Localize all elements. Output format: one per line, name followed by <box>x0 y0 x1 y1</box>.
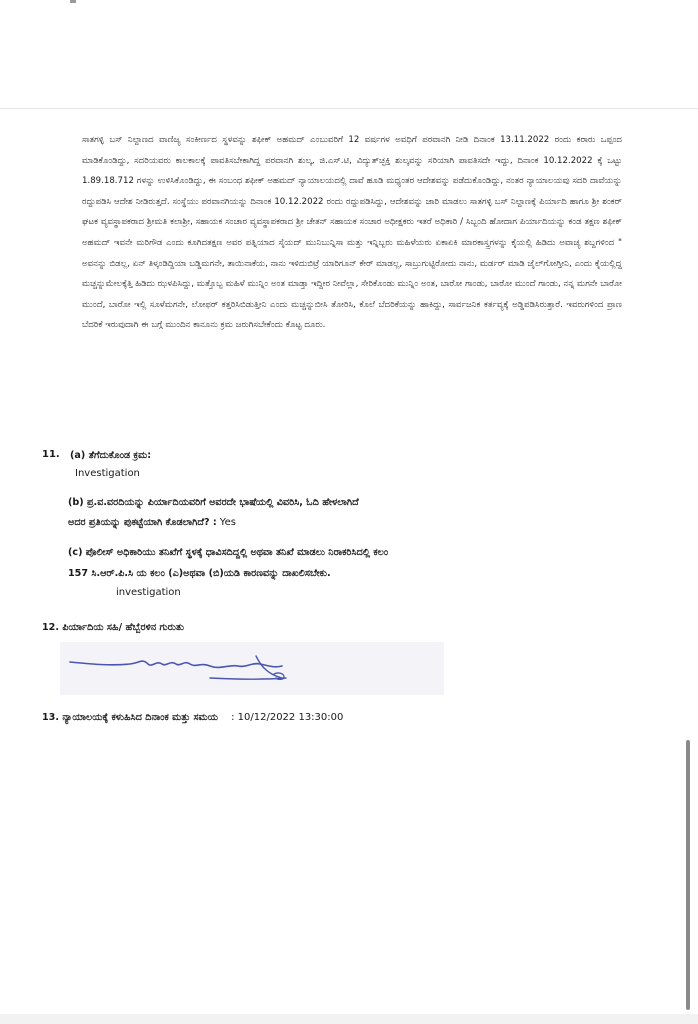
vertical-scrollbar[interactable] <box>686 740 690 1010</box>
section-11c-label-line2: 157 ಸಿ.ಆರ್.ಪಿ.ಸಿ ಯ ಕಲಂ (ಎ)ಅಥವಾ (ಬಿ)ಯಡಿ ಕಾರಣವನ್ನು ದಾಖಲಿಸಬೇಕು. <box>68 568 331 579</box>
section-13-label: 13. ನ್ಯಾಯಾಲಯಕ್ಕೆ ಕಳುಹಿಸಿದ ದಿನಾಂಕ ಮತ್ತು ಸಮಯ <box>42 712 219 723</box>
section-11-number: 11. <box>42 449 60 460</box>
section-12-label: 12. ಪಿರ್ಯಾದಿಯ ಸಹಿ/ ಹೆಬ್ಬೆರಳಿನ ಗುರುತು <box>42 622 184 633</box>
section-11a-label: (a) ತೆಗೆದುಕೊಂಡ ಕ್ರಮ: <box>70 450 152 461</box>
top-margin <box>0 0 698 109</box>
signature-area <box>60 642 444 695</box>
page-edge-mark <box>70 0 76 3</box>
section-11b-label-line2: ಅದರ ಪ್ರತಿಯನ್ನು ಪುಕಟ್ಟೆಯಾಗಿ ಕೊಡಲಾಗಿದೆ? : <box>68 517 217 528</box>
section-11a-value: Investigation <box>75 468 140 479</box>
section-13-value: : 10/12/2022 13:30:00 <box>231 712 344 723</box>
section-11b-value: Yes <box>219 517 236 528</box>
section-11b-line2 <box>68 516 236 530</box>
section-11c-label-line1: (c) ಪೊಲೀಸ್ ಅಧಿಕಾರಿಯು ತನಿಖೆಗೆ ಸ್ಥಳಕ್ಕೆ ಧಾವಿಸದಿದ್ದಲ್ಲಿ ಅಥವಾ ತನಿಖೆ ಮಾಡಲು ನಿರಾಕರಿಸಿದಲ್ಲಿ ಕಲಂ <box>68 547 389 558</box>
section-11c-value: investigation <box>116 587 181 598</box>
fir-narrative-paragraph: ಸಾತಗಳ್ಳಿ ಬಸ್ ನಿಲ್ದಾಣದ ವಾಣಿಜ್ಯ ಸಂಕೀರ್ಣದ ಸ್ಥಳವನ್ನು ಶಫೀಕ್ ಅಹಮದ್ ಎಂಬುವರಿಗೆ 12 ವರ್ಷಗಳ ಅವಧಿಗೆ ಪರವಾನಗಿ ನೀಡಿ ದಿನಾಂಕ 13.11.2022 ರಂದು ಕರಾರು ಒಪ್ಪಂದ ಮಾಡಿಕೊಂಡಿದ್ದು, ಸದರಿಯವರು ಕಾಲಕಾಲಕ್ಕೆ ಪಾವತಿಸಬೇಕಾಗಿದ್ದ ಪರವಾನಗಿ ಶುಲ್ಕ, ಜಿ.ಎಸ್.ಟಿ, ವಿದ್ಯುತ್‌ಚ್ಛಕ್ತಿ ಶುಲ್ಕವನ್ನು ಸರಿಯಾಗಿ ಪಾವತಿಸದೇ ಇದ್ದು, ದಿನಾಂಕ 10.12.2022 ಕ್ಕೆ ಒಟ್ಟು 1.89.18.712 ಗಳನ್ನು ಉಳಿಸಿಕೊಂಡಿದ್ದು, ಈ ಸಂಬಂಧ ಶಫೀಕ್ ಅಹಮದ್ ನ್ಯಾಯಾಲಯದಲ್ಲಿ ದಾವೆ ಹೂಡಿ ಮಧ್ಯಂತರ ಆದೇಶವನ್ನು ಪಡೆದುಕೊಂಡಿದ್ದು, ನಂತರ ನ್ಯಾಯಾಲಯವು ಸದರಿ ದಾವೆಯನ್ನು ರದ್ದುಪಡಿಸಿ ಆದೇಶ ನೀಡಿರುತ್ತದೆ. ಸಂಸ್ಥೆಯು ಪರವಾನಗಿಯನ್ನು ದಿನಾಂಕ 10.12.2022 ರಂದು ರದ್ದುಪಡಿಸಿದ್ದು, ಆದೇಶವನ್ನು ಜಾರಿ ಮಾಡಲು ಸಾತಗಳ್ಳಿ ಬಸ್ ನಿಲ್ದಾಣಕ್ಕೆ ಪಿರ್ಯಾದಿ ಹಾಗೂ ಶ್ರೀ ಶಂಕರ್ ಘಟಕ ವ್ಯವಸ್ಥಾಪಕರಾದ ಶ್ರೀಮತಿ ಕಲಾಶ್ರೀ, ಸಹಾಯಕ ಸಂಚಾರ ವ್ಯವಸ್ಥಾಪಕರಾದ ಶ್ರೀ ಚೇತನ್ ಸಹಾಯಕ ಸಂಚಾರ ಅಧೀಕ್ಷಕರು ಇತರೆ ಅಧಿಕಾರಿ / ಸಿಬ್ಬಂದಿ ಹೋದಾಗ ಪಿರ್ಯಾದಿಯನ್ನು ಕಂಡ ತಕ್ಷಣ ಶಫೀಕ್ ಅಹಮದ್ ಇವನೇ ಮರಿಗೌಡ ಎಂದು ಕೂಗಿದತಕ್ಷಣ ಅವರ ಪತ್ನಿಯಾದ ಸೈಯದ್ ಮುನಿಬುನ್ನಿಸಾ ಮತ್ತು ಇನ್ನಿಬ್ಬರು ಮಹಿಳೆಯರು ಏಕಾಏಕಿ ಮಾರಕಾಸ್ತ್ರಗಳನ್ನು ಕೈಯಲ್ಲಿ ಹಿಡಿದು ಅವಾಚ್ಯ ಶಬ್ದಗಳಿಂದ " ಅವನನ್ನು ಬಿಡಲ್ಲ, ಏನ್ ತಿಳ್ಕಂಡಿದ್ದಿಯಾ ಬಡ್ಡಿಮಗನೇ, ತಾಯಿನಾಕೆಯ, ನಾನು ಇಳಿದುಬಿಟ್ರೆ ಯಾರಿಗೂನ್ ಕೇರ್ ಮಾಡಲ್ಲ, ಸಾಬ್ರುಗುಟ್ಟಿರೋದು ನಾನು, ಮರ್ಡರ್ ಮಾಡಿ ಜೈಲ್‌ಗೋಗ್ತೀನಿ, ಎಂದು ಕೈಯಲ್ಲಿದ್ದ ಮಚ್ಚನ್ನುಮೇಲಕ್ಕೆತ್ತಿ ಹಿಡಿದು ಝಳಪಿಸಿದ್ದು, ಮತ್ತೊಬ್ಬ ಮಹಿಳೆ ಮುನ್ನಿಂ ಅಂತ ಮಾಡ್ತಾ ಇದ್ದೀರ ನೀವೆಲ್ಲಾ, ಸೇರಿಕೊಂಡು ಮುನ್ನಿಂ ಅಂತ, ಬಾರೋ ಗಾಂಡು, ಬಾರೋ ಮುಂದೆ ಗಾಂಡು, ನನ್ನ ಮಗನೇ ಬಾರೋ ಮುಂದೆ, ಬಾರೋ ಇಲ್ಲಿ ಸೂಳೆಮಗನೇ, ಲೋಫರ್ ಕತ್ತರಿಸಿಬಿಡುತ್ತೀನಿ ಎಂದು ಮಚ್ಚನ್ನುಬೀಸಿ ತೋರಿಸಿ, ಕೊಲೆ ಬೆದರಿಕೆಯನ್ನು ಹಾಕಿದ್ದು, ಸಾರ್ವಜನಿಕ ಕರ್ತವ್ಯಕ್ಕೆ ಅಡ್ಡಿಪಡಿಸಿರುತ್ತಾರೆ. ಇವರುಗಳಿಂದ ಪ್ರಾಣ ಬೆದರಿಕೆ ಇರುವುದಾಗಿ ಈ ಬಗ್ಗೆ ಮುಂದಿನ ಕಾನೂನು ಕ್ರಮ ಜರುಗಿಸಬೇಕೆಂದು ಕೊಟ್ಟ ದೂರು. <box>82 135 622 331</box>
section-13-row <box>42 711 343 725</box>
section-11b-label-line1: (b) ಪ್ರ.ವ.ವರದಿಯನ್ನು ಪಿರ್ಯಾದಿಯವರಿಗೆ ಅವರದೇ ಭಾಷೆಯಲ್ಲಿ ವಿವರಿಸಿ, ಓದಿ ಹೇಳಲಾಗಿದೆ <box>68 497 359 508</box>
bottom-margin <box>0 1014 698 1024</box>
signature-image <box>60 642 444 695</box>
